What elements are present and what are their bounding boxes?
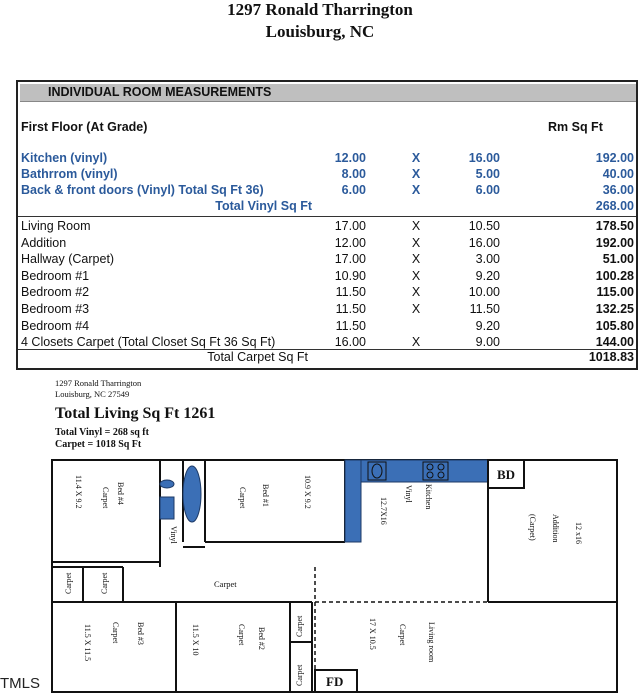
vinyl-row-sqft: 36.00 (602, 183, 634, 197)
closet-label: Carpet (295, 615, 304, 637)
vinyl-row-name: Kitchen (vinyl) (21, 151, 108, 165)
vinyl-row-width: 12.00 (334, 151, 366, 165)
carpet-row-name: 4 Closets Carpet (Total Closet Sq Ft 36 Sq Ft) (21, 335, 276, 350)
carpet-row-sqft: 100.28 (595, 268, 634, 283)
carpet-row-width: 10.90 (334, 268, 366, 283)
mls-watermark: TMLS (0, 675, 41, 692)
rm-sq-ft-header: Rm Sq Ft (548, 120, 603, 134)
vinyl-total-label: Total Vinyl Sq Ft (215, 199, 312, 213)
carpet-row-sqft: 105.80 (595, 318, 634, 333)
kitchen-mat: Vinyl (404, 485, 413, 503)
bed1-mat: Carpet (238, 487, 247, 509)
carpet-total-label: Total Carpet Sq Ft (207, 350, 308, 364)
carpet-row-sqft: 115.00 (596, 285, 634, 300)
bed3-mat: Carpet (111, 622, 120, 644)
section-title: INDIVIDUAL ROOM MEASUREMENTS (48, 85, 272, 99)
carpet-row-length: 3.00 (475, 252, 500, 267)
closet-label: Carpet (295, 664, 304, 686)
room-measurements-table (16, 80, 638, 370)
vinyl-row-sqft: 192.00 (595, 151, 634, 165)
bed3-dim: 11.5 X 11.5 (83, 624, 92, 662)
carpet-row-length: 9.20 (475, 318, 500, 333)
carpet-row-name: Bedroom #3 (21, 302, 90, 316)
carpet-row-name: Addition (21, 235, 67, 250)
carpet-row-sqft: 51.00 (602, 252, 634, 267)
living-label: Living room (427, 622, 436, 663)
vinyl-row-name: Bathrrom (vinyl) (21, 167, 118, 181)
carpet-row-name: Hallway (Carpet) (21, 252, 115, 267)
carpet-row-name: Living Room (21, 219, 91, 233)
floor-plan (0, 372, 640, 694)
vinyl-row-width: 8.00 (341, 167, 366, 181)
living-dim: 17 X 10.5 (368, 618, 377, 650)
carpet-row-length: 10.00 (468, 285, 500, 300)
bed4-mat: Carpet (101, 487, 110, 509)
carpet-row-times: X (411, 252, 421, 267)
back-door-label: BD (497, 467, 516, 482)
carpet-row-width: 11.50 (335, 318, 366, 333)
addition-label: Addition (551, 514, 560, 543)
carpet-row-sqft: 144.00 (595, 335, 634, 350)
carpet-row-length: 9.20 (475, 268, 500, 283)
bed2-label: Bed #2 (257, 627, 266, 650)
bed2-dim: 11.5 X 10 (191, 624, 200, 656)
bed2-mat: Carpet (237, 624, 246, 646)
addition-mat: (Carpet) (528, 514, 537, 541)
carpet-row-times: X (411, 219, 421, 233)
carpet-row-length: 10.50 (468, 219, 500, 233)
vinyl-row-times: X (411, 183, 421, 197)
carpet-row-times: X (411, 285, 421, 300)
hall-label: Carpet (214, 579, 237, 589)
carpet-row-width: 12.00 (334, 235, 366, 250)
carpet-row-sqft: 178.50 (595, 219, 634, 233)
kitchen-dim: 12.7X16 (379, 497, 388, 525)
addition-dim: 12 x16 (574, 522, 583, 544)
carpet-row-times: X (411, 335, 421, 350)
total-vinyl: Total Vinyl = 268 sq ft (55, 427, 149, 438)
plan-address: 1297 Ronald Tharrington (55, 378, 142, 388)
carpet-row-sqft: 192.00 (595, 235, 634, 250)
total-living: Total Living Sq Ft 1261 (55, 405, 216, 422)
vinyl-row-sqft: 40.00 (602, 167, 634, 181)
vinyl-row-times: X (411, 167, 421, 181)
carpet-row-name: Bedroom #4 (21, 318, 90, 333)
floor-label: First Floor (At Grade) (21, 120, 148, 134)
closet-label: Carpet (100, 572, 109, 594)
plan-drawing (0, 372, 640, 694)
vinyl-row-length: 6.00 (475, 183, 500, 197)
bed1-label: Bed #1 (261, 484, 270, 507)
carpet-row-width: 17.00 (334, 252, 366, 267)
carpet-row-name: Bedroom #2 (21, 285, 90, 300)
carpet-total-plan: Carpet = 1018 Sq Ft (55, 439, 142, 450)
bed4-label: Bed #4 (116, 482, 125, 505)
divider (18, 349, 636, 350)
carpet-row-sqft: 132.25 (595, 302, 634, 316)
carpet-row-length: 11.50 (469, 302, 500, 316)
carpet-row-times: X (411, 235, 421, 250)
divider (18, 216, 636, 217)
city-title: Louisburg, NC (265, 22, 375, 41)
bed1-dim: 10.9 X 9.2 (303, 475, 312, 509)
front-door-label: FD (326, 674, 344, 689)
vinyl-total: 268.00 (595, 199, 634, 213)
address-title: 1297 Ronald Tharrington (227, 0, 413, 19)
carpet-row-width: 17.00 (334, 219, 366, 233)
carpet-row-length: 9.00 (475, 335, 500, 350)
kitchen-label: Kitchen (424, 484, 433, 510)
carpet-row-times: X (411, 268, 421, 283)
section-header (20, 84, 636, 102)
carpet-row-times: X (411, 302, 421, 316)
carpet-row-width: 11.50 (335, 302, 366, 316)
vinyl-row-width: 6.00 (341, 183, 366, 197)
vinyl-row-length: 5.00 (475, 167, 500, 181)
carpet-row-name: Bedroom #1 (21, 268, 90, 283)
living-mat: Carpet (398, 624, 407, 646)
vinyl-row-times: X (411, 151, 421, 165)
bed4-dim: 11.4 X 9.2 (74, 475, 83, 509)
vinyl-row-name: Back & front doors (Vinyl) Total Sq Ft 36) (21, 183, 264, 197)
plan-city: Louisburg, NC 27549 (55, 389, 130, 399)
carpet-total: 1018.83 (588, 350, 634, 364)
closet-label: Carpet (64, 572, 73, 594)
bath-label: Vinyl (169, 526, 178, 544)
carpet-row-width: 11.50 (335, 285, 366, 300)
bed3-label: Bed #3 (136, 622, 145, 645)
carpet-row-length: 16.00 (468, 235, 500, 250)
carpet-row-width: 16.00 (334, 335, 366, 350)
vinyl-row-length: 16.00 (468, 151, 500, 165)
